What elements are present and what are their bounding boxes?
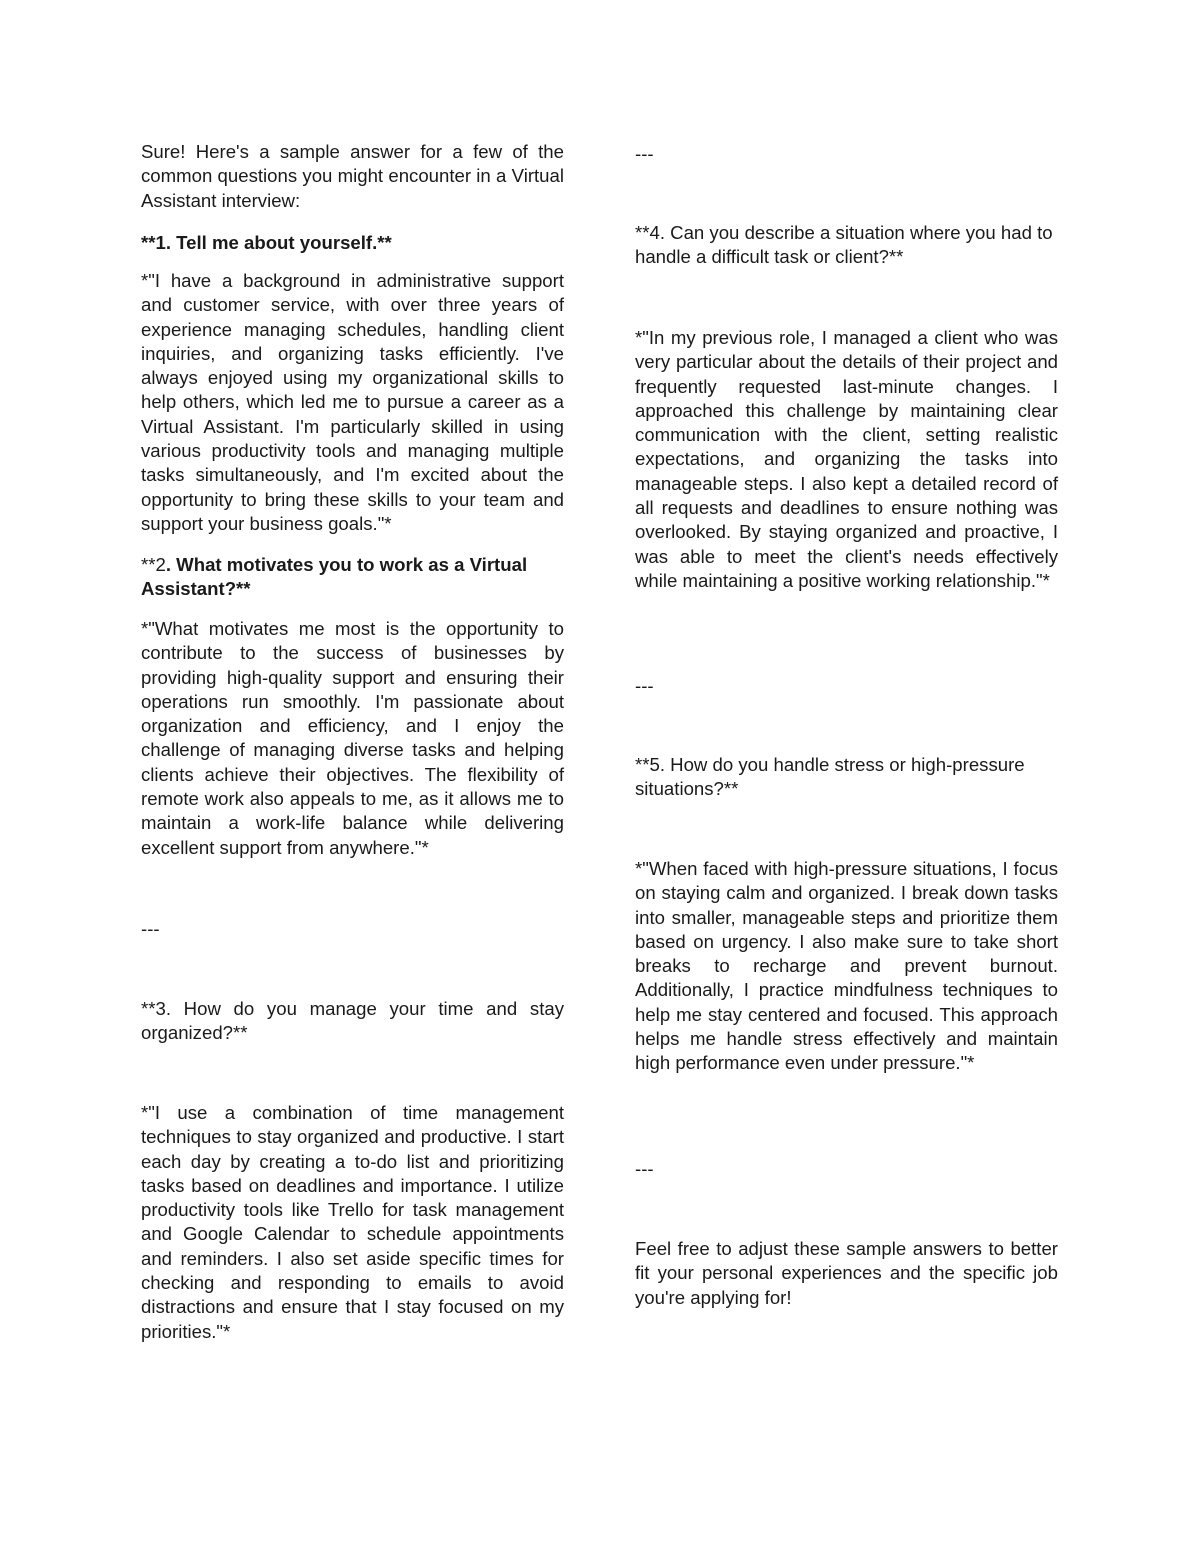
question-2-heading [141,553,564,602]
answer-4-paragraph: *"In my previous role, I managed a client who was very particular about the details of their project and frequently requested last-minute changes. I approached this challenge by maintaining clear communication with the client, setting realistic expectations, and organizing the tasks into manageable steps. I also kept a detailed record of all requests and deadlines to ensure nothing was overlooked. By staying organized and proactive, I was able to meet the client's needs effectively while maintaining a positive working relationship."* [635,327,1058,591]
closing-paragraph: Feel free to adjust these sample answers to better fit your personal experiences and the specific job you're applying for! [635,1238,1058,1308]
answer-5-paragraph: *"When faced with high-pressure situations, I focus on staying calm and organized. I break down tasks into smaller, manageable steps and prioritize them based on urgency. I also make sure to take short breaks to recharge and prevent burnout. Additionally, I practice mindfulness techniques to help me stay centered and focused. This approach helps me handle stress effectively and maintain high performance even under pressure."* [635,858,1058,1074]
answer-2-paragraph: *"What motivates me most is the opportunity to contribute to the success of businesses by providing high-quality support and ensuring their operations run smoothly. I'm passionate about organization and efficiency, and I enjoy the challenge of managing diverse tasks and helping clients achieve their objectives. The flexibility of remote work also appeals to me, as it allows me to maintain a work-life balance while delivering excellent support from anywhere."* [141,618,564,858]
separator-right-3: --- [635,1158,654,1179]
question-5-heading: **5. How do you handle stress or high-pressure situations?** [635,754,1025,800]
question-1-heading: **1. Tell me about yourself.** [141,232,392,253]
question-4-heading: **4. Can you describe a situation where you had to handle a difficult task or client?** [635,222,1053,268]
intro-paragraph: Sure! Here's a sample answer for a few of the common questions you might encounter in a Virtual Assistant interview: [141,141,564,211]
separator-right-2: --- [635,675,654,696]
separator-left: --- [141,918,160,939]
question-2-number: **2 [141,554,166,575]
separator-right-1: --- [635,143,654,164]
answer-3-paragraph: *"I use a combination of time management techniques to stay organized and productive. I start each day by creating a to-do list and prioritizing tasks based on deadlines and importance. I utilize productivity tools like Trello for task management and Google Calendar to schedule appointments and reminders. I also set aside specific times for checking and responding to emails to avoid distractions and ensure that I stay focused on my priorities."* [141,1102,564,1342]
answer-1-paragraph: *"I have a background in administrative support and customer service, with over three years of experience managing schedules, handling client inquiries, and organizing tasks efficiently. I've always enjoyed using my organizational skills to help others, which led me to pursue a career as a Virtual Assistant. I'm particularly skilled in using various productivity tools and managing multiple tasks simultaneously, and I'm excited about the opportunity to bring these skills to your team and support your business goals."* [141,270,564,534]
question-3-heading: **3. How do you manage your time and stay organized?** [141,998,564,1044]
question-2-text: . What motivates you to work as a Virtual Assistant?** [141,554,528,600]
